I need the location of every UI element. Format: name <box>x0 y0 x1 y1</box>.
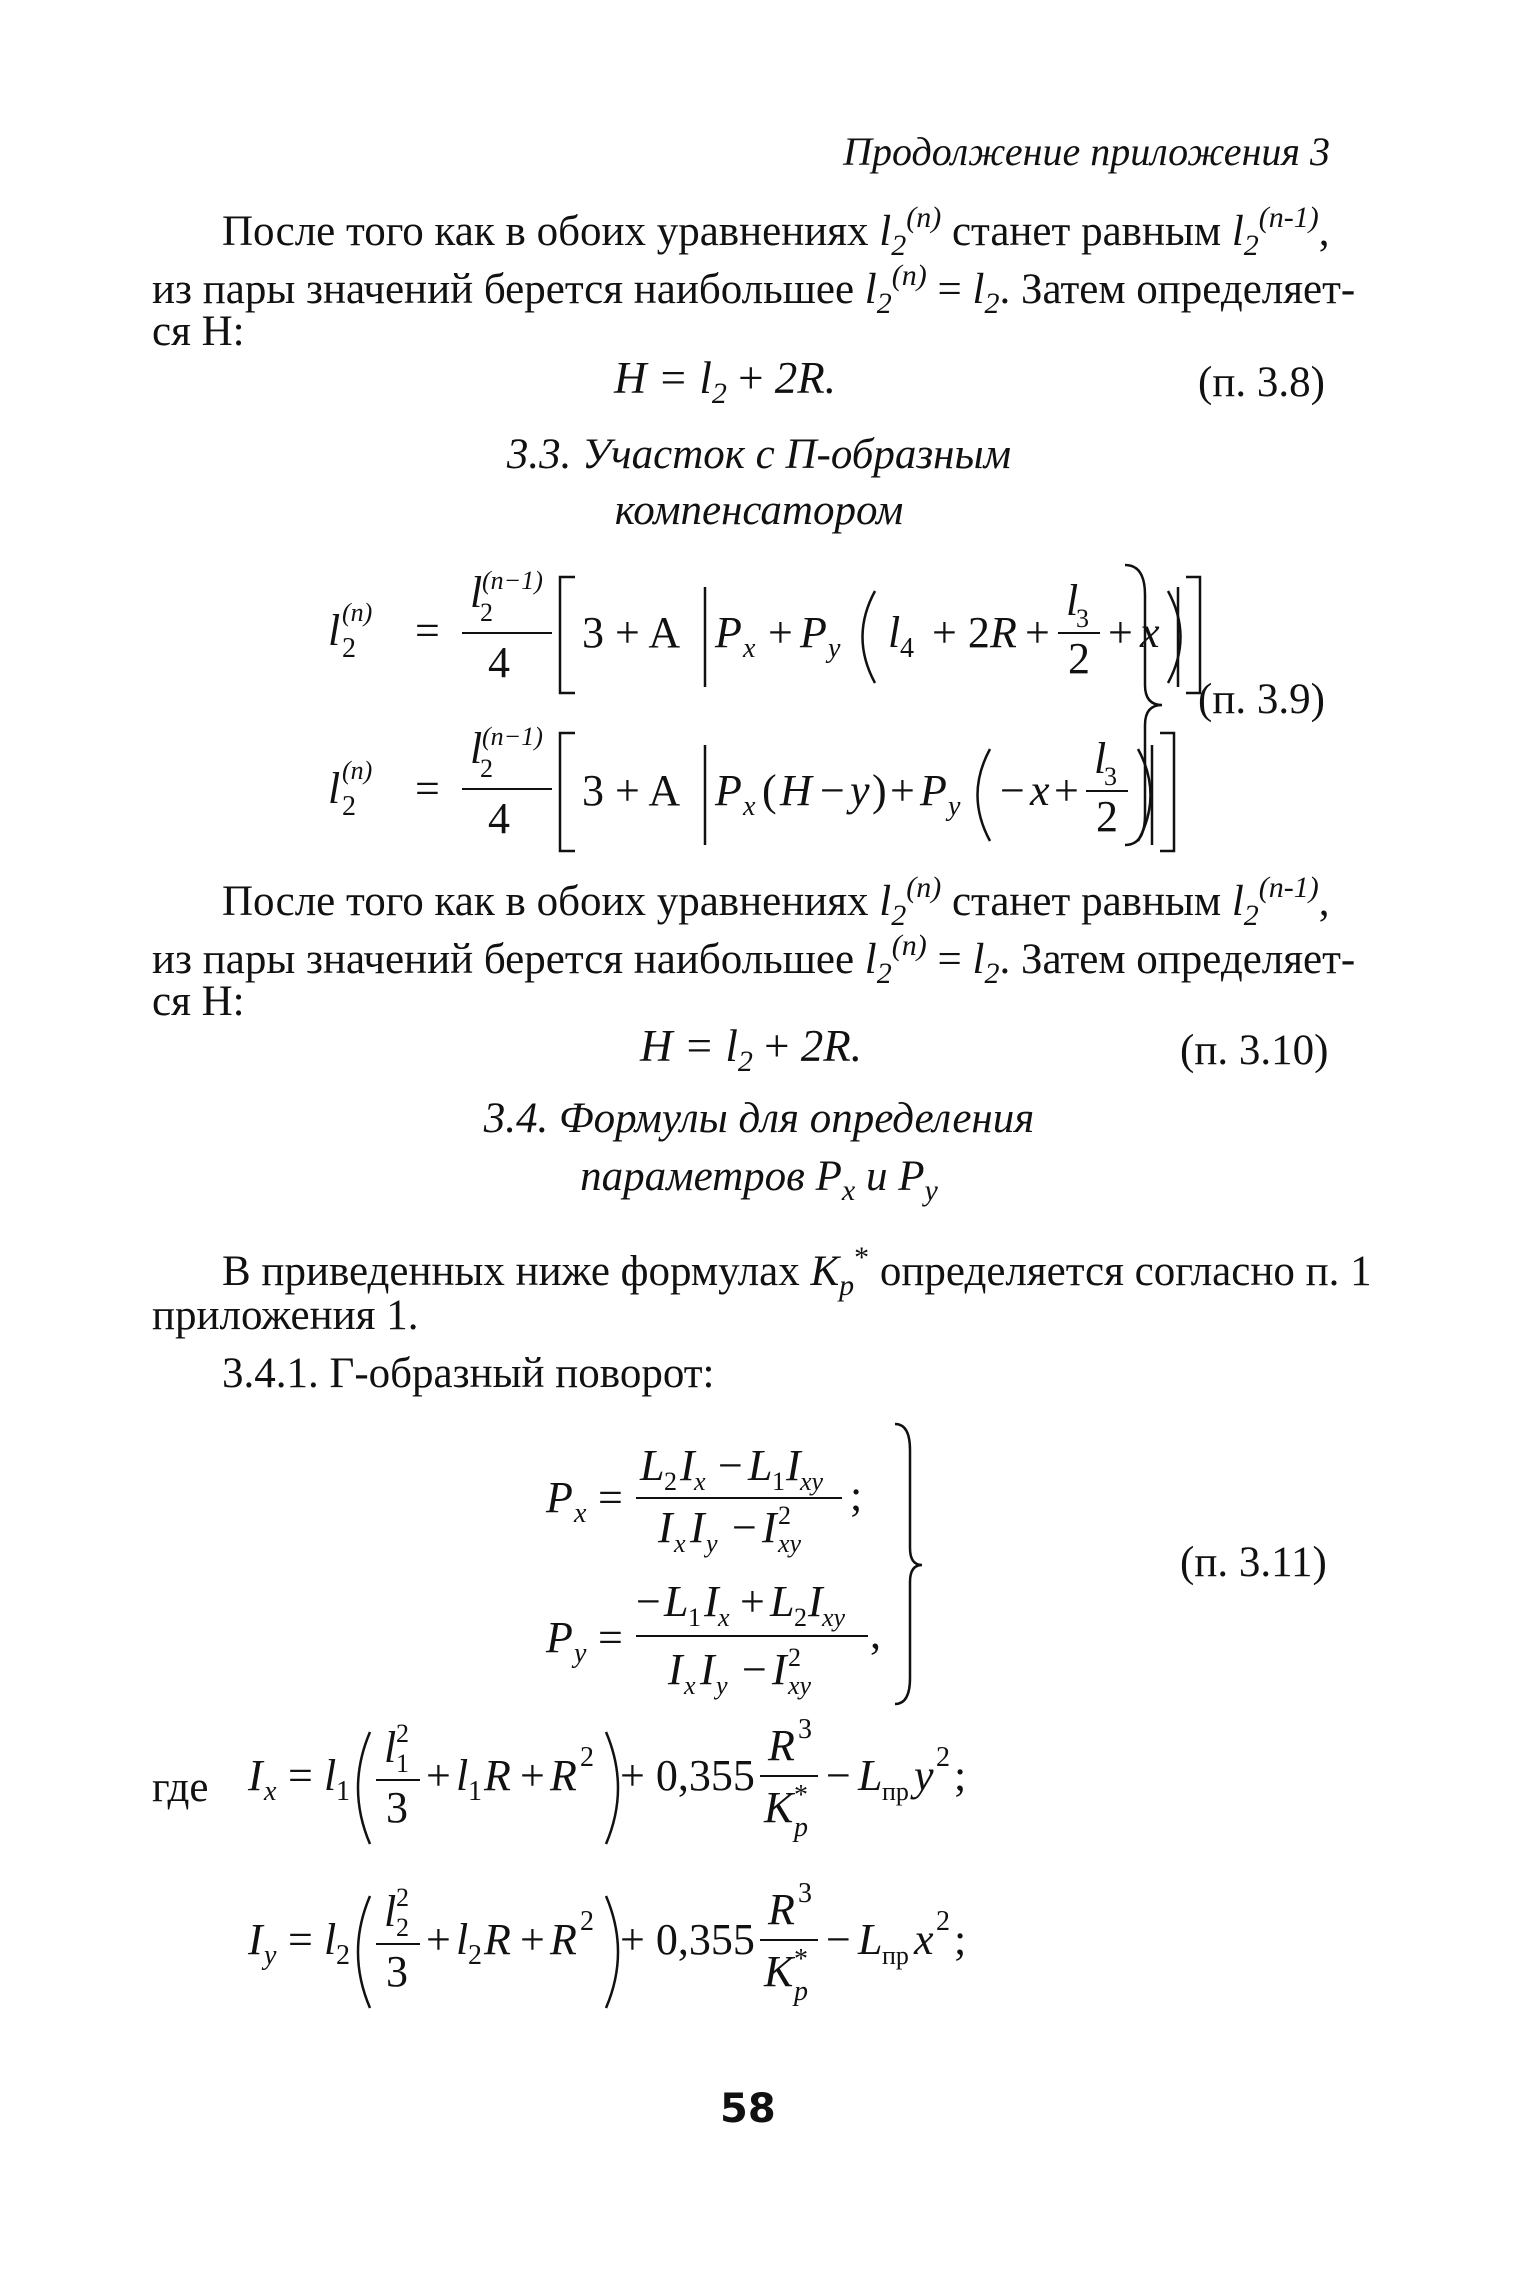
svg-text:3: 3 <box>386 1783 408 1832</box>
svg-text:2: 2 <box>664 1467 677 1496</box>
svg-text:l: l <box>328 606 341 655</box>
section-heading-3-4-line-2: параметров $P_x$ и $P_y$ <box>580 1153 938 1207</box>
svg-text:I: I <box>658 1503 673 1552</box>
svg-text:;: ; <box>954 1915 967 1964</box>
svg-text:+: + <box>520 1751 545 1800</box>
svg-text:x: x <box>718 1603 730 1632</box>
svg-text:*: * <box>794 1944 808 1975</box>
svg-text:3: 3 <box>798 1714 812 1745</box>
svg-text:K: K <box>764 1947 794 1996</box>
svg-text:x: x <box>1140 608 1160 657</box>
svg-text:4: 4 <box>488 794 510 843</box>
svg-text:2: 2 <box>1096 792 1118 841</box>
svg-text:x: x <box>574 1498 587 1529</box>
text-fragment: и <box>855 1153 899 1200</box>
text-fragment: станет равным <box>941 208 1232 255</box>
svg-text:y: y <box>914 1751 934 1800</box>
svg-text:2: 2 <box>580 1742 594 1773</box>
svg-text:I: I <box>704 1577 719 1626</box>
paragraph-1-line-3: ся H: <box>152 308 245 355</box>
svg-text:l: l <box>456 1915 469 1964</box>
text-fragment: . Затем определяет- <box>999 936 1356 983</box>
svg-text:=: = <box>415 606 440 655</box>
svg-text:I: I <box>700 1645 715 1694</box>
svg-text:x: x <box>694 1467 706 1496</box>
svg-text:I: I <box>668 1645 683 1694</box>
svg-text:2: 2 <box>396 1913 409 1942</box>
svg-text:(n−1): (n−1) <box>482 566 543 595</box>
svg-text:P: P <box>715 608 742 657</box>
paragraph-1-line-2: из пары значений берется наибольшее $l_2^{(n)} = l_2$. Затем определяет- <box>152 259 1356 320</box>
paragraph-3-line-2: приложения 1. <box>152 1292 419 1339</box>
svg-text:P: P <box>546 1613 573 1662</box>
svg-text:I: I <box>808 1577 823 1626</box>
text-fragment: определяется согласно п. 1 <box>869 1248 1372 1295</box>
svg-text:+: + <box>1054 766 1079 815</box>
equation-number-3-11: (п. 3.11) <box>1180 1539 1327 1586</box>
svg-text:+ 2: + 2 <box>932 608 990 657</box>
equation-3-9 <box>300 555 1200 855</box>
equation-3-8: $H = l_2 + 2R$. <box>614 353 837 410</box>
svg-text:−: − <box>718 1441 743 1490</box>
svg-text:3: 3 <box>798 1878 812 1909</box>
svg-text:L: L <box>858 1751 883 1800</box>
svg-text:;: ; <box>850 1471 863 1520</box>
svg-text:R: R <box>990 608 1017 657</box>
text-fragment: После того как в обоих уравнениях <box>222 208 880 255</box>
svg-text:x: x <box>1030 766 1050 815</box>
equation-3-9-row-1 <box>328 566 1200 693</box>
svg-text:y: y <box>264 1940 277 1971</box>
svg-text:x: x <box>914 1915 934 1964</box>
svg-text:R: R <box>484 1915 511 1964</box>
svg-text:(: ( <box>762 766 777 815</box>
iy-formula <box>238 1878 998 2022</box>
svg-text:l: l <box>1094 734 1107 783</box>
svg-text:P: P <box>546 1473 573 1522</box>
svg-text:2: 2 <box>480 598 493 627</box>
svg-text:): ) <box>872 766 887 815</box>
svg-text:x: x <box>264 1776 277 1807</box>
svg-text:l: l <box>324 1915 337 1964</box>
paragraph-1-line-1: После того как в обоих уравнениях $l_2^{(n)}$ станет равным $l_2^{(n-1)}$, <box>222 201 1330 262</box>
svg-text:l: l <box>470 568 483 617</box>
svg-text:R: R <box>484 1751 511 1800</box>
var-l2n-1: $l_2^{(n-1)}$ <box>1231 871 1319 932</box>
section-heading-3-4-line-1: 3.4. Формулы для определения <box>483 1095 1035 1142</box>
svg-text:+: + <box>426 1751 451 1800</box>
svg-text:I: I <box>772 1645 787 1694</box>
svg-text:−: − <box>826 1915 851 1964</box>
svg-text:+: + <box>1025 608 1050 657</box>
svg-text:2: 2 <box>336 1940 350 1971</box>
svg-text:3: 3 <box>1076 604 1089 633</box>
svg-text:+ 0,355: + 0,355 <box>620 1751 755 1800</box>
svg-text:I: I <box>248 1751 263 1800</box>
svg-text:x: x <box>743 633 756 664</box>
svg-text:x: x <box>743 791 756 822</box>
svg-text:I: I <box>690 1503 705 1552</box>
text-fragment: параметров <box>580 1153 816 1200</box>
svg-text:2: 2 <box>1068 634 1090 683</box>
svg-text:R: R <box>768 1721 795 1770</box>
svg-text:R: R <box>550 1751 577 1800</box>
svg-text:y: y <box>850 766 870 815</box>
svg-text:R: R <box>768 1885 795 1934</box>
svg-text:−: − <box>732 1503 757 1552</box>
svg-text:+ 0,355: + 0,355 <box>620 1915 755 1964</box>
svg-text:K: K <box>764 1783 794 1832</box>
svg-text:(n−1): (n−1) <box>482 722 543 751</box>
text-fragment: В приведенных ниже формулах <box>222 1248 811 1295</box>
svg-text:1: 1 <box>396 1749 409 1778</box>
svg-text:l: l <box>888 608 901 657</box>
svg-text:p: p <box>794 1976 808 2007</box>
equation-number-3-8: (п. 3.8) <box>1198 359 1325 406</box>
text-fragment: из пары значений берется наибольшее <box>152 936 865 983</box>
svg-text:xy: xy <box>800 1467 824 1496</box>
page-number: 58 <box>720 2086 776 2132</box>
svg-text:xy: xy <box>822 1603 846 1632</box>
svg-text:+: + <box>426 1915 451 1964</box>
svg-text:1: 1 <box>336 1776 350 1807</box>
svg-text:−: − <box>820 766 845 815</box>
svg-text:4: 4 <box>900 633 914 664</box>
svg-text:I: I <box>680 1441 695 1490</box>
svg-text:2: 2 <box>396 1883 409 1912</box>
paragraph-2-line-2: из пары значений берется наибольшее $l_2^{(n)} = l_2$. Затем определяет- <box>152 929 1356 990</box>
svg-text:2: 2 <box>936 1742 950 1773</box>
svg-text:I: I <box>786 1441 801 1490</box>
svg-text:1: 1 <box>772 1467 785 1496</box>
svg-text:,: , <box>870 1609 881 1658</box>
svg-text:L: L <box>664 1577 689 1626</box>
svg-text:l: l <box>328 764 341 813</box>
svg-text:=: = <box>598 1473 623 1522</box>
svg-text:R: R <box>550 1915 577 1964</box>
svg-text:=: = <box>288 1751 313 1800</box>
svg-text:x: x <box>684 1671 696 1700</box>
text-fragment: станет равным <box>941 878 1232 925</box>
equation-3-11 <box>540 1420 940 1710</box>
var-l2n: $l_2^{(n)}$ <box>879 871 942 932</box>
svg-text:2: 2 <box>580 1906 594 1937</box>
svg-text:L: L <box>770 1577 795 1626</box>
svg-text:(n): (n) <box>342 598 373 627</box>
svg-text:+: + <box>740 1577 765 1626</box>
section-heading-3-3-line-1: 3.3. Участок с П-образным <box>506 431 1012 478</box>
ix-formula <box>238 1714 998 1858</box>
svg-text:xy: xy <box>778 1529 802 1558</box>
svg-text:3: 3 <box>386 1947 408 1996</box>
svg-text:−: − <box>742 1645 767 1694</box>
equation-3-9-row-2 <box>328 722 1174 851</box>
text-fragment: из пары значений берется наибольшее <box>152 266 865 313</box>
svg-text:2: 2 <box>342 633 356 664</box>
svg-text:H: H <box>780 766 812 815</box>
svg-text:(n): (n) <box>342 756 373 785</box>
equation-number-3-9: (п. 3.9) <box>1198 676 1325 723</box>
svg-text:пр: пр <box>882 1777 909 1806</box>
svg-text:l: l <box>324 1751 337 1800</box>
svg-text:=: = <box>415 764 440 813</box>
svg-text:y: y <box>716 1671 728 1700</box>
svg-text:2: 2 <box>778 1501 791 1530</box>
svg-text:I: I <box>762 1503 777 1552</box>
svg-text:p: p <box>794 1812 808 1843</box>
var-l2n: $l_2^{(n)}$ <box>864 259 927 320</box>
var-l2n: $l_2^{(n)}$ <box>879 201 942 262</box>
svg-text:L: L <box>748 1441 773 1490</box>
svg-text:−: − <box>636 1577 661 1626</box>
svg-text:*: * <box>794 1780 808 1811</box>
svg-text:l: l <box>1066 576 1079 625</box>
svg-text:2: 2 <box>396 1719 409 1748</box>
svg-text:1: 1 <box>468 1776 482 1807</box>
svg-text:y: y <box>828 633 841 664</box>
svg-text:3 + A: 3 + A <box>582 608 681 657</box>
page-header: Продолжение приложения 3 <box>843 129 1330 174</box>
svg-text:1: 1 <box>688 1603 701 1632</box>
paragraph-2-line-1: После того как в обоих уравнениях $l_2^{(n)}$ станет равным $l_2^{(n-1)}$, <box>222 871 1330 932</box>
svg-text:;: ; <box>954 1751 967 1800</box>
svg-text:3 + A: 3 + A <box>582 766 681 815</box>
text-fragment: После того как в обоих уравнениях <box>222 878 880 925</box>
svg-text:пр: пр <box>882 1941 909 1970</box>
var-kp-star: $K_p^*$ <box>810 1241 870 1302</box>
svg-text:y: y <box>948 791 961 822</box>
svg-text:P: P <box>920 766 947 815</box>
svg-text:l: l <box>470 724 483 773</box>
svg-text:y: y <box>574 1638 587 1669</box>
svg-text:x: x <box>674 1529 686 1558</box>
svg-text:P: P <box>715 766 742 815</box>
equation-3-10: $H = l_2 + 2R$. <box>640 1021 863 1078</box>
svg-text:2: 2 <box>480 754 493 783</box>
svg-text:xy: xy <box>788 1671 812 1700</box>
svg-text:L: L <box>858 1915 883 1964</box>
svg-text:l: l <box>456 1751 469 1800</box>
svg-text:=: = <box>598 1613 623 1662</box>
svg-text:2: 2 <box>342 791 356 822</box>
svg-text:2: 2 <box>788 1643 801 1672</box>
svg-text:l: l <box>384 1723 397 1772</box>
svg-text:+: + <box>520 1915 545 1964</box>
paragraph-2-line-3: ся H: <box>152 978 245 1025</box>
svg-text:−: − <box>1000 766 1025 815</box>
svg-text:2: 2 <box>468 1940 482 1971</box>
var-l2n-1: $l_2^{(n-1)}$ <box>1231 201 1319 262</box>
svg-text:y: y <box>706 1529 718 1558</box>
svg-text:=: = <box>288 1915 313 1964</box>
svg-text:3: 3 <box>1104 762 1117 791</box>
where-word: где <box>152 1764 209 1811</box>
svg-text:l: l <box>384 1887 397 1936</box>
item-3-4-1: 3.4.1. Г-образный поворот: <box>222 1350 715 1397</box>
svg-text:2: 2 <box>794 1603 807 1632</box>
svg-text:+: + <box>1108 608 1133 657</box>
svg-text:+: + <box>890 766 915 815</box>
svg-text:−: − <box>826 1751 851 1800</box>
svg-text:4: 4 <box>488 638 510 687</box>
text-fragment: . Затем определяет- <box>999 266 1356 313</box>
svg-text:L: L <box>640 1441 665 1490</box>
equation-number-3-10: (п. 3.10) <box>1180 1027 1329 1074</box>
svg-text:2: 2 <box>936 1906 950 1937</box>
var-l2n: $l_2^{(n)}$ <box>864 929 927 990</box>
svg-text:+: + <box>768 608 793 657</box>
svg-text:I: I <box>248 1915 263 1964</box>
svg-text:P: P <box>800 608 827 657</box>
section-heading-3-3-line-2: компенсатором <box>614 487 904 534</box>
